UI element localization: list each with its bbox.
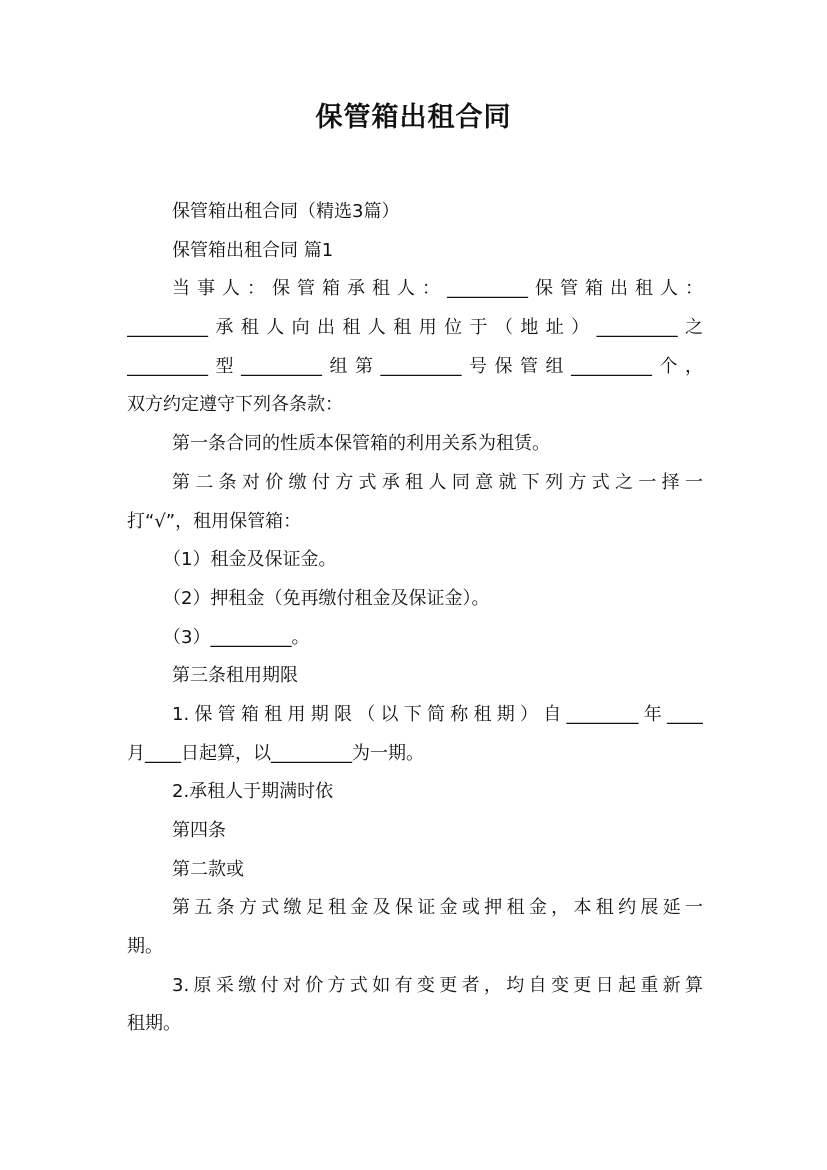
paragraph-line: 保管箱出租合同 篇1 <box>172 239 334 261</box>
paragraph-line: 保管箱出租合同（精选3篇） <box>172 201 400 222</box>
paragraph-line: （3）_________。 <box>163 626 310 648</box>
paragraph-line: （1）租金及保证金。 <box>163 549 337 571</box>
paragraph-line: 月____日起算，以_________为一期。 <box>127 742 424 764</box>
document-body <box>127 193 703 1044</box>
paragraph-line: _________型_________组第_________号保管组_________个， <box>127 355 703 377</box>
document-title: 保管箱出租合同 <box>315 102 512 133</box>
paragraph-line: 2.承租人于期满时依 <box>172 781 334 803</box>
paragraph-line: 双方约定遵守下列各条款： <box>127 394 343 416</box>
paragraph-line: 第五条方式缴足租金及保证金或押租金，本租约展延一 <box>172 897 703 919</box>
paragraph-line: 第二条对价缴付方式承租人同意就下列方式之一择一 <box>172 471 703 493</box>
paragraph-line: 打“√”，租用保管箱： <box>127 510 302 532</box>
paragraph-line: 期。 <box>127 936 163 958</box>
paragraph-line: 第四条 <box>172 820 226 841</box>
paragraph-line: 当事人：保管箱承租人：_________保管箱出租人： <box>172 278 703 300</box>
paragraph-line: 1.保管箱租用期限（以下简称租期）自________年____ <box>172 703 703 725</box>
paragraph-line: 第二款或 <box>172 858 244 880</box>
paragraph-line: 第一条合同的性质本保管箱的利用关系为租赁。 <box>172 433 550 455</box>
paragraph-line: 3.原采缴付对价方式如有变更者，均自变更日起重新算 <box>172 974 703 996</box>
paragraph-line: （2）押租金（免再缴付租金及保证金）。 <box>163 587 490 609</box>
paragraph-line: 第三条租用期限 <box>172 665 298 687</box>
paragraph-line: _________承租人向出租人租用位于（地址）_________之 <box>127 317 703 339</box>
paragraph-line: 租期。 <box>127 1013 181 1035</box>
